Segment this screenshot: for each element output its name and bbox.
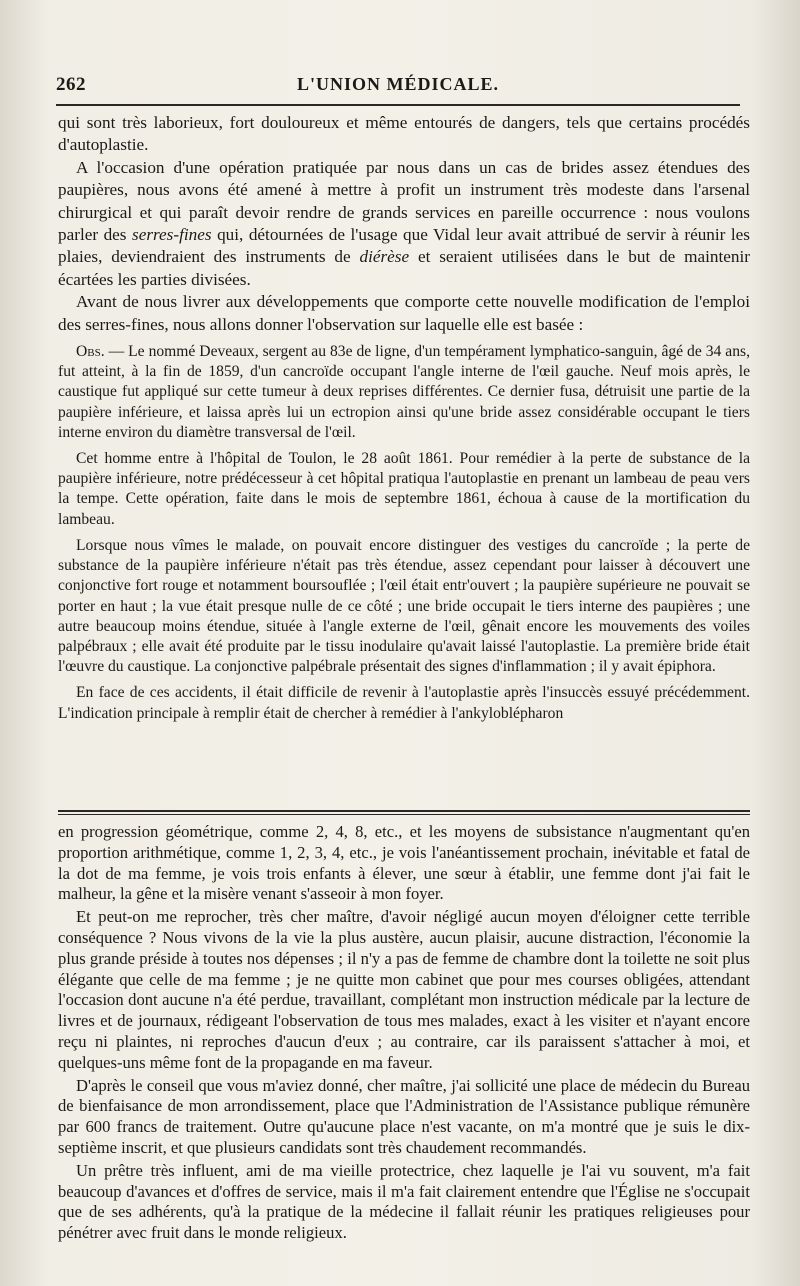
paragraph: Lorsque nous vîmes le malade, on pouvait encore distinguer des vestiges du cancroïde ; la perte de substance de la paupière inférieure n'était pas très étendue, assez cependant pour laisser à découvert une conjonctive fort rouge et notamment boursouflée ; l'œil était entr'ouvert ; la paupière supérieure ne pouvait se porter en haut ; la vue était presque nulle de ce côté ; une bride occupait le tiers interne des paupières ; une autre beaucoup moins étendue, située à l'angle externe de l'œil, gênait encore les mouvements des voiles palpébraux ; elle avait été produite par le tissu inodulaire qu'avait laissé l'autoplastie. La première bride était l'œuvre du caustique. La conjonctive palpébrale présentait des signes d'inflammation ; il y avait épiphora.: [58, 536, 750, 676]
paragraph: Et peut-on me reprocher, très cher maître, d'avoir négligé aucun moyen d'éloigner cette terrible conséquence ? Nous vivons de la vie la plus austère, aucun plaisir, aucune distraction, l'économie la plus grande préside à toutes nos dépenses ; il n'y a pas de femme de chambre dont la toilette ne soit plus élégante que celle de ma femme ; je ne quitte mon cabinet que pour mes courses obligées, attendant l'occasion dont aucune n'a été perdue, travaillant, complétant mon instruction médicale par la lecture de livres et de journaux, rédigeant l'observation de tous mes malades, exact à les visiter et n'ayant encore reçu ni plaintes, ni reproches d'aucun d'eux ; au contraire, car ils paraissent s'attacher à moi, et quelques-uns même font de la propagande en ma faveur.: [58, 907, 750, 1072]
paragraph: qui sont très laborieux, fort douloureux et même entourés de dangers, tels que certains procédés d'autoplastie.: [58, 113, 750, 155]
paragraph: Cet homme entre à l'hôpital de Toulon, le 28 août 1861. Pour remédier à la perte de substance de la paupière inférieure, notre prédécesseur à cet hôpital pratiqua l'autoplastie en prenant un lambeau de peau vers la tempe. Cette opération, faite dans le mois de septembre 1861, échoua à cause de la mortification du lambeau.: [58, 450, 750, 528]
page-header: [56, 74, 740, 100]
feuilleton-section: [58, 822, 750, 1244]
running-title: L'UNION MÉDICALE.: [296, 74, 500, 94]
text-run: — Le nommé Deveaux, sergent au 83e de ligne, d'un tempérament lymphatico-sanguin, âgé de 34 ans, fut atteint, à la fin de 1859, d'un cancroïde occupant l'angle interne de l'œil gauche. Neuf mois après, le caustique fut appliqué sur cette tumeur à deux reprises différentes. Ce dernier fusa, détruisit une partie de la paupière inférieure, et laissa après lui un ectropion ainsi qu'une bride assez considérable occupant le tiers interne environ du diamètre transversal de l'œil.: [58, 343, 750, 441]
upper-article: [58, 112, 750, 724]
text-run: et seraient utilisées dans le but de maintenir écartées les parties divisées.: [58, 247, 750, 289]
paragraph: Avant de nous livrer aux développements que comporte cette nouvelle modification de l'emploi des serres-fines, nous allons donner l'observation sur laquelle elle est basée :: [58, 292, 750, 334]
section-divider: [58, 810, 750, 815]
italic-term: diérèse: [359, 247, 410, 267]
paragraph: D'après le conseil que vous m'aviez donné, cher maître, j'ai sollicité une place de médecin du Bureau de bienfaisance de mon arrondissement, place que l'Administration de l'Assistance publique rémunère par 600 francs de traitement. Outre qu'aucune place n'est vacante, on m'a montré que je suis le dix-septième inscrit, et que plusieurs candidats sont très chaudement recommandés.: [58, 1075, 750, 1157]
observation-paragraph: [58, 342, 750, 443]
text-run: qui, détournées de l'usage que Vidal leur avait attribué de servir à réunir les plaies, deviendraient des instruments de: [58, 225, 750, 267]
observation-label: Obs.: [76, 343, 105, 361]
italic-term: serres-fines: [132, 225, 212, 245]
paragraph: En face de ces accidents, il était difficile de revenir à l'autoplastie après l'insuccès essuyé précédemment. L'indication principale à remplir était de chercher à remédier à l'ankyloblépharon: [58, 684, 750, 722]
paragraph: en progression géométrique, comme 2, 4, 8, etc., et les moyens de subsistance n'augmentant qu'en proportion arithmétique, comme 1, 2, 3, 4, etc., je vois l'anéantissement prochain, inévitable et fatal de la dot de ma femme, je vois trois enfants à élever, une sœur à établir, une femme dont j'ai fait le malheur, la gêne et la misère venant s'asseoir à mon foyer.: [58, 822, 750, 904]
paragraph: Un prêtre très influent, ami de ma vieille protectrice, chez laquelle je l'ai vu souvent, m'a fait beaucoup d'avances et d'offres de service, mais il m'a fait clairement entendre que l'Église ne s'occupait que de ses adhérents, qu'à la pratique de la médecine il fallait réunir les pratiques religieuses pour pénétrer avec fruit dans le monde religieux.: [58, 1160, 750, 1243]
text-run: A l'occasion d'une opération pratiquée par nous dans un cas de brides assez étendues des paupières, nous avons été amené à mettre à profit un instrument très modeste dans l'arsenal chirurgical et qui paraît devoir rendre de grands services en pareille occurrence : nous voulons parler des: [58, 157, 750, 245]
paragraph: [58, 157, 750, 291]
header-rule: [56, 104, 740, 106]
page-number: 262: [56, 74, 86, 95]
